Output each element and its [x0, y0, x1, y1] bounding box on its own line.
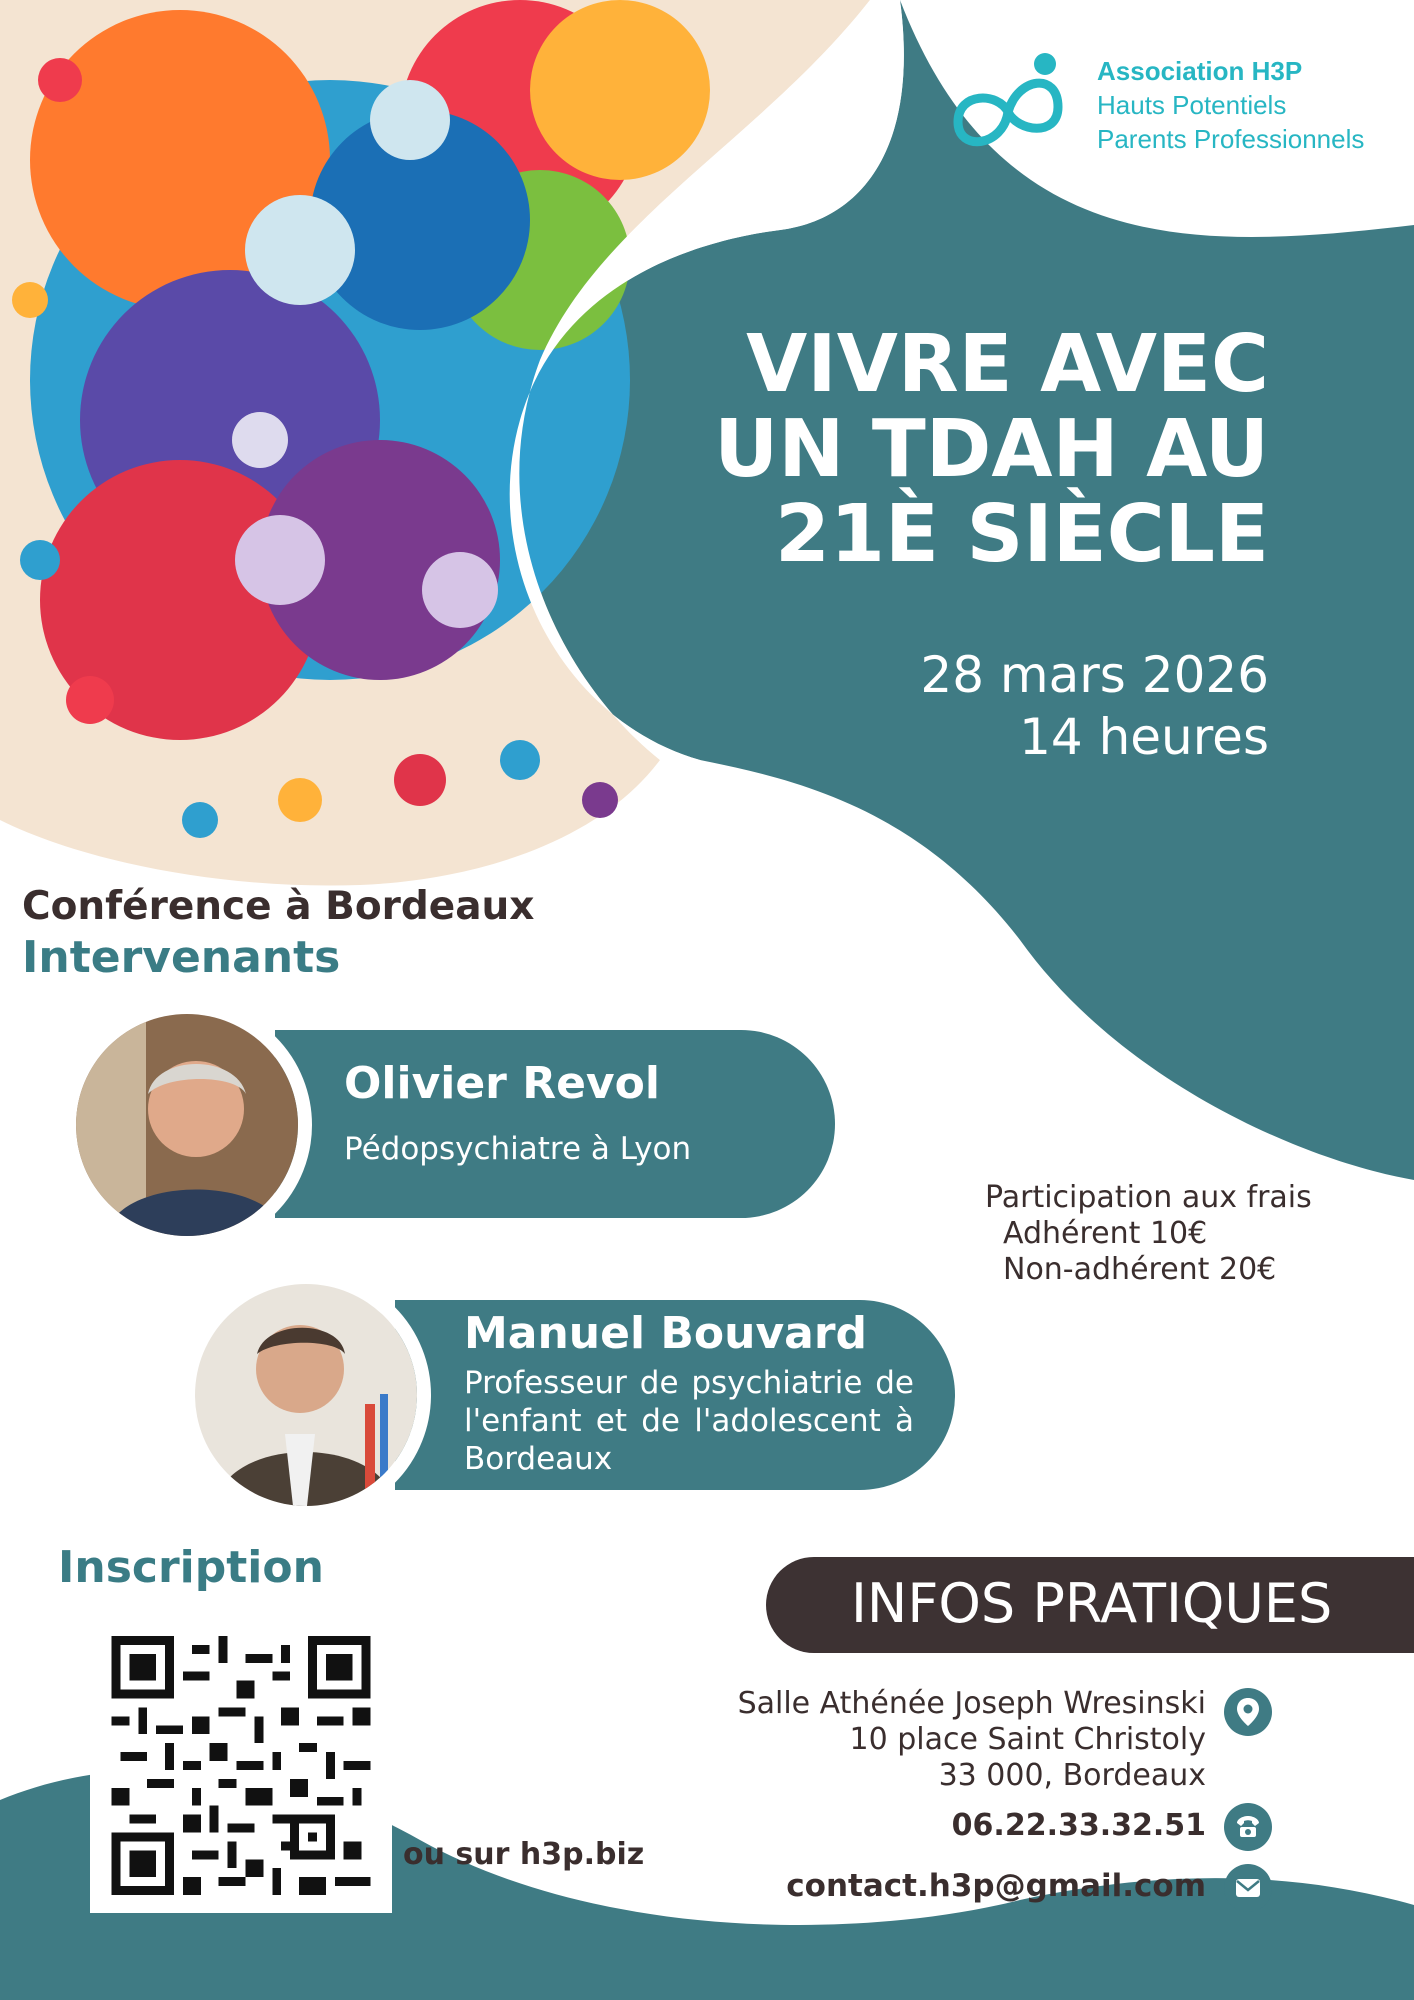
- speaker-role-1: Pédopsychiatre à Lyon: [344, 1131, 692, 1167]
- event-title: [649, 318, 1269, 580]
- logo-text: [1097, 54, 1364, 156]
- logo-line3: Parents Professionnels: [1097, 124, 1365, 154]
- event-time: 14 heures: [1019, 708, 1269, 766]
- fees-member: Adhérent 10€: [1003, 1216, 1208, 1251]
- email-address[interactable]: contact.h3p@gmail.com: [786, 1868, 1206, 1904]
- registration-heading: Inscription: [58, 1542, 324, 1593]
- address-line2: 10 place Saint Christoly: [849, 1722, 1206, 1757]
- fees-non-member: Non-adhérent 20€: [1003, 1252, 1277, 1287]
- speaker-photo-2: [181, 1270, 431, 1520]
- location-pin-icon: [1224, 1688, 1272, 1736]
- registration-alt-link[interactable]: ou sur h3p.biz: [403, 1837, 645, 1872]
- figure-infinity-logo-icon: [948, 52, 1073, 162]
- practical-info-heading: INFOS PRATIQUES: [851, 1572, 1333, 1635]
- phone-icon: [1224, 1803, 1272, 1851]
- title-line3: 21È SIÈCLE: [775, 488, 1269, 580]
- speakers-heading: Intervenants: [22, 932, 341, 983]
- address-line1: Salle Athénée Joseph Wresinski: [737, 1686, 1206, 1721]
- speaker-role-2: Professeur de psychiatrie de l'enfant et de l'adolescent à Bordeaux: [464, 1365, 914, 1477]
- title-line1: VIVRE AVEC: [746, 318, 1269, 410]
- address-line3: 33 000, Bordeaux: [938, 1758, 1206, 1793]
- conference-location: Conférence à Bordeaux: [22, 884, 535, 929]
- speaker-photo-1: [62, 1000, 312, 1250]
- speaker-name-1: Olivier Revol: [344, 1058, 660, 1109]
- qr-code-icon[interactable]: [90, 1618, 392, 1913]
- logo-line1: Association H3P: [1097, 56, 1303, 86]
- fees-title: Participation aux frais: [985, 1180, 1312, 1215]
- speaker-name-2: Manuel Bouvard: [464, 1308, 868, 1359]
- event-date: 28 mars 2026: [920, 646, 1269, 704]
- logo-line2: Hauts Potentiels: [1097, 90, 1287, 120]
- event-datetime: [769, 644, 1269, 768]
- fees-block: [985, 1180, 1312, 1288]
- title-line2: UN TDAH AU: [714, 403, 1269, 495]
- address-block: [646, 1686, 1206, 1794]
- phone-number[interactable]: 06.22.33.32.51: [951, 1808, 1206, 1843]
- mail-icon: [1224, 1864, 1272, 1912]
